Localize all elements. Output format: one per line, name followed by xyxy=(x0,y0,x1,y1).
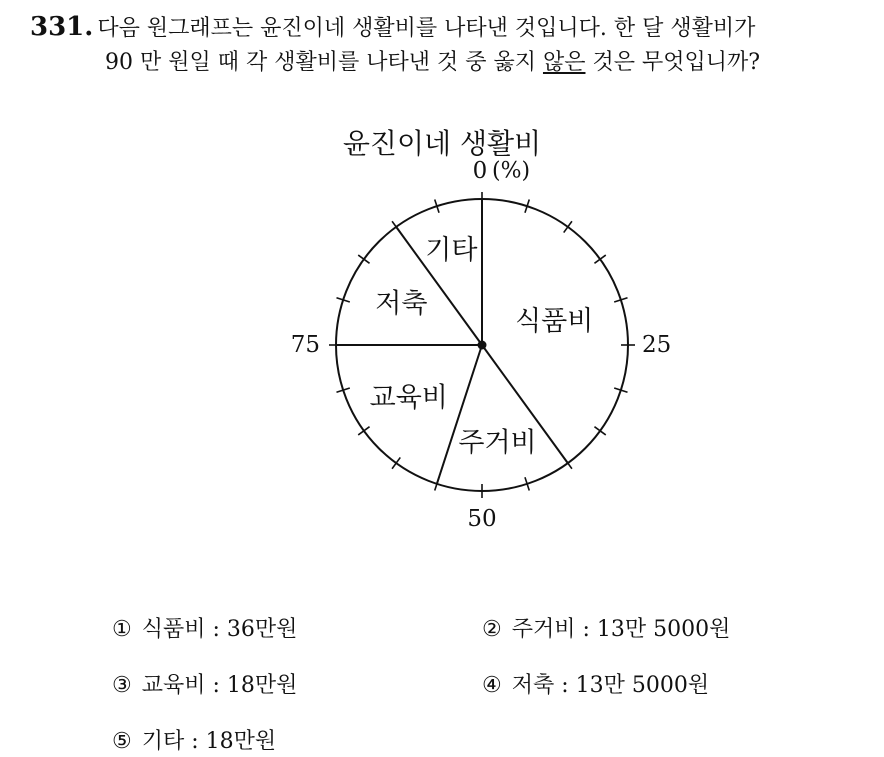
choice-4[interactable] xyxy=(482,668,709,699)
pie-unit-label: (%) xyxy=(492,158,531,184)
choice-2-sep: : xyxy=(575,617,597,642)
choice-4-label: 저축 xyxy=(511,673,555,698)
choice-5-sep: : xyxy=(184,729,206,754)
problem-line2-end: 것은 무엇입니까? xyxy=(585,50,761,75)
choice-1-sep: : xyxy=(205,617,227,642)
pie-scale-label-0: 0 xyxy=(472,158,488,184)
choice-1-marker: ① xyxy=(112,617,132,642)
choice-2[interactable] xyxy=(482,612,730,643)
choice-3-sep: : xyxy=(205,673,227,698)
choice-5-value: 18만원 xyxy=(205,729,277,754)
choice-5-marker: ⑤ xyxy=(112,729,132,754)
choice-2-label: 주거비 xyxy=(511,617,576,642)
pie-center-dot xyxy=(478,341,487,350)
problem-line2-start: 90 만 원일 때 각 생활비를 나타낸 것 중 옳지 xyxy=(105,50,543,75)
choice-3-value: 18만원 xyxy=(226,673,298,698)
pie-label-5: 기타 xyxy=(425,235,478,267)
pie-label-1: 식품비 xyxy=(515,306,594,338)
choice-1-value: 36만원 xyxy=(226,617,298,642)
pie-label-3: 교육비 xyxy=(369,382,448,414)
choice-1-label: 식품비 xyxy=(141,617,206,642)
choice-1[interactable] xyxy=(112,612,297,643)
pie-scale-label-50: 50 xyxy=(467,506,497,532)
choice-3[interactable] xyxy=(112,668,297,699)
chart-title: 윤진이네 생활비 xyxy=(342,127,542,160)
choice-4-value: 13만 5000원 xyxy=(575,673,710,698)
choice-5-label: 기타 xyxy=(141,729,185,754)
choice-4-marker: ④ xyxy=(482,673,502,698)
pie-label-2: 주거비 xyxy=(458,427,537,459)
choice-2-value: 13만 5000원 xyxy=(596,617,731,642)
pie-scale-label-25: 25 xyxy=(642,332,672,358)
choice-5[interactable] xyxy=(112,724,276,755)
pie-scale-label-75: 75 xyxy=(290,332,320,358)
problem-number: 331. xyxy=(30,12,94,42)
choice-2-marker: ② xyxy=(482,617,502,642)
problem-line1-text: 다음 원그래프는 윤진이네 생활비를 나타낸 것입니다. 한 달 생활비가 xyxy=(97,16,756,41)
choice-3-marker: ③ xyxy=(112,673,132,698)
choice-3-label: 교육비 xyxy=(141,673,206,698)
choice-4-sep: : xyxy=(554,673,576,698)
pie-slice-boundary-3 xyxy=(437,345,482,484)
problem-underlined-word: 않은 xyxy=(542,50,586,75)
pie-label-4: 저축 xyxy=(375,288,428,320)
